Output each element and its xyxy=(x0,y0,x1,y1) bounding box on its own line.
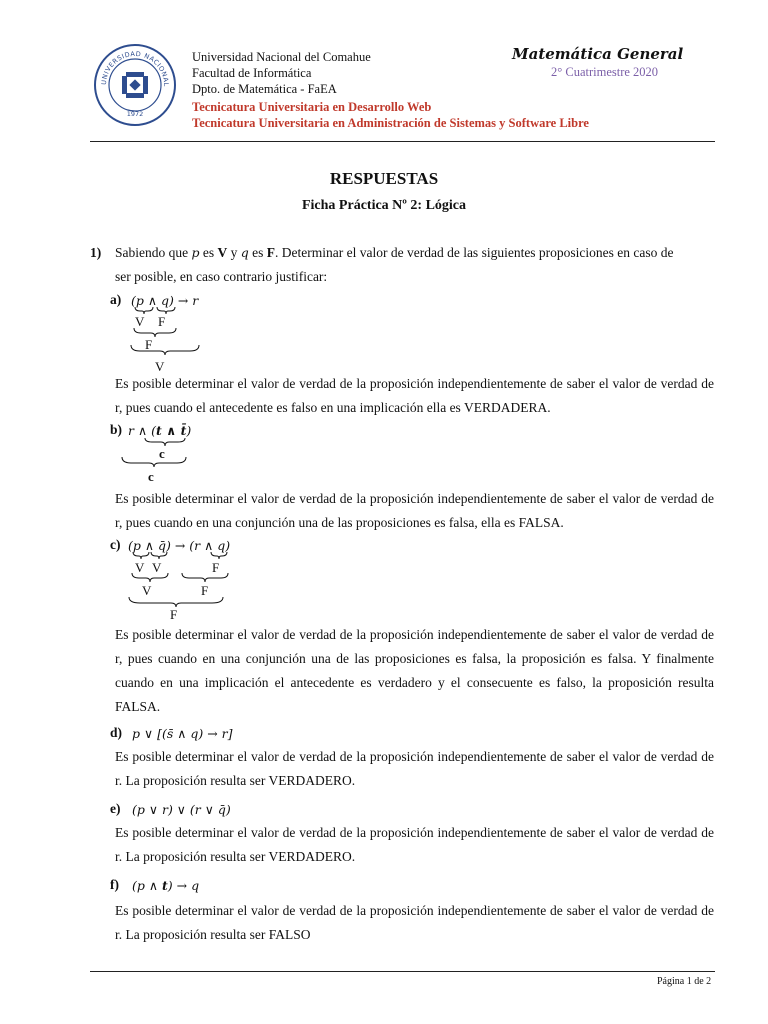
item-c-value-p: V xyxy=(135,560,145,575)
q1-text: . Determinar el valor de verdad de las siguientes proposiciones en caso de xyxy=(275,245,674,260)
item-c-label: c) xyxy=(110,537,121,552)
item-e-explanation: Es posible determinar el valor de verdad de la proposición independientemente de saber el valor de verdad de r. La proposición resulta ser VERDADERO. xyxy=(115,825,714,864)
q1-text: Sabiendo que xyxy=(115,245,192,260)
value-true: V xyxy=(217,245,228,260)
item-f-formula-part: ) → q xyxy=(167,878,200,893)
item-a-formula: (p ∧ q) → r xyxy=(131,293,199,308)
brace-c-whole xyxy=(128,596,224,607)
item-f-explanation: Es posible determinar el valor de verdad de la proposición independientemente de saber el valor de verdad de r. La proposición resulta ser FALSO xyxy=(115,903,714,942)
value-false: F xyxy=(266,245,276,260)
item-f-formula xyxy=(132,878,199,893)
brace-a-whole xyxy=(130,344,200,355)
page-subtitle: Ficha Práctica Nº 2: Lógica xyxy=(301,198,467,213)
q1-text: y xyxy=(227,245,241,260)
item-d-formula: p ∨ [(s̄ ∧ q) → r] xyxy=(132,726,233,741)
course-title: Matemática General xyxy=(512,45,684,63)
item-b-formula-part: ) xyxy=(186,423,192,438)
brace-c-consequent xyxy=(181,572,229,582)
question-number: 1) xyxy=(90,245,102,260)
item-d-explanation: Es posible determinar el valor de verdad de la proposición independientemente de saber el valor de verdad de r. La proposición resulta ser VERDADERO. xyxy=(115,749,714,788)
item-c-value-whole: F xyxy=(170,607,178,622)
item-a-explanation: Es posible determinar el valor de verdad de la proposición independientemente de saber el valor de verdad de r, pues cuando el antecedente es falso en una implicación ella es VERDADERA. xyxy=(115,376,714,415)
brace-c-p xyxy=(132,551,150,559)
item-d-label: d) xyxy=(110,725,123,740)
item-c-value-qbar: V xyxy=(152,560,162,575)
brace-a-p xyxy=(134,306,154,314)
item-f-label: f) xyxy=(110,877,119,892)
brace-a-q xyxy=(156,306,176,314)
department-name: Dpto. de Matemática - FaEA xyxy=(192,82,337,96)
item-b-formula-part: r ∧ ( xyxy=(128,423,156,438)
item-b-value-inner: c xyxy=(159,446,165,461)
item-c-value-consequent: F xyxy=(201,583,209,598)
item-a-value-antecedent: F xyxy=(145,337,153,352)
brace-c-antecedent xyxy=(131,572,169,582)
item-e-label: e) xyxy=(110,801,121,816)
brace-a-antecedent xyxy=(133,327,177,337)
university-seal xyxy=(92,42,178,128)
item-f-formula-part: (p ∧ xyxy=(132,878,162,893)
item-f-formula-bold: t xyxy=(161,878,168,893)
question-statement-line1 xyxy=(115,241,674,265)
brace-c-q xyxy=(210,551,228,559)
faculty-name: Facultad de Informática xyxy=(192,66,312,80)
question-statement-line2: ser posible, en caso contrario justificar: xyxy=(115,269,328,284)
item-b-value-whole: c xyxy=(148,469,154,484)
item-e-formula: (p ∨ r) ∨ (r ∨ q̄) xyxy=(132,802,231,817)
item-a-label: a) xyxy=(110,292,122,307)
item-a-value-p: V xyxy=(135,314,145,329)
q1-text: es xyxy=(248,245,267,260)
brace-b-inner xyxy=(144,437,186,446)
page-number: Página 1 de 2 xyxy=(657,976,712,987)
item-c-explanation: Es posible determinar el valor de verdad de la proposición independientemente de saber el valor de verdad de r, pues cuando en una conjunción una de las proposiciones es falsa, la proposición es falsa. Y finalmente cuando en una implicación el antecedente es verdadero y el consecuente es falso, la proposición resulta FALSA. xyxy=(115,627,714,714)
var-p: p xyxy=(191,245,200,260)
university-name: Universidad Nacional del Comahue xyxy=(192,50,371,64)
item-a-value-q: F xyxy=(158,314,166,329)
footer-rule xyxy=(90,971,715,972)
q1-text: es xyxy=(199,245,218,260)
brace-c-qbar xyxy=(150,551,168,559)
item-c-value-q: F xyxy=(212,560,220,575)
item-b-formula xyxy=(128,423,191,438)
career-sysadmin: Tecnicatura Universitaria en Administración de Sistemas y Software Libre xyxy=(192,116,589,130)
semester: 2° Cuatrimestre 2020 xyxy=(551,65,659,79)
item-a-value-whole: V xyxy=(155,359,165,374)
page-title: RESPUESTAS xyxy=(329,169,439,188)
brace-b-whole xyxy=(121,456,187,467)
svg-text:1972: 1972 xyxy=(126,110,144,118)
svg-text:UNIVERSIDAD NACIONAL DEL COMAH: UNIVERSIDAD NACIONAL xyxy=(99,49,171,87)
header-rule xyxy=(90,141,715,142)
item-c-value-antecedent: V xyxy=(142,583,152,598)
item-c-formula: (p ∧ q̄) → (r ∧ q) xyxy=(128,538,231,553)
career-web: Tecnicatura Universitaria en Desarrollo Web xyxy=(192,100,432,114)
var-q: q xyxy=(240,245,249,260)
item-b-explanation: Es posible determinar el valor de verdad de la proposición independientemente de saber el valor de verdad de r, pues cuando en una conjunción una de las proposiciones es falsa, ella es FALSA. xyxy=(115,491,714,530)
item-b-formula-bold: t ∧ t̄ xyxy=(155,423,187,438)
item-b-label: b) xyxy=(110,422,123,437)
